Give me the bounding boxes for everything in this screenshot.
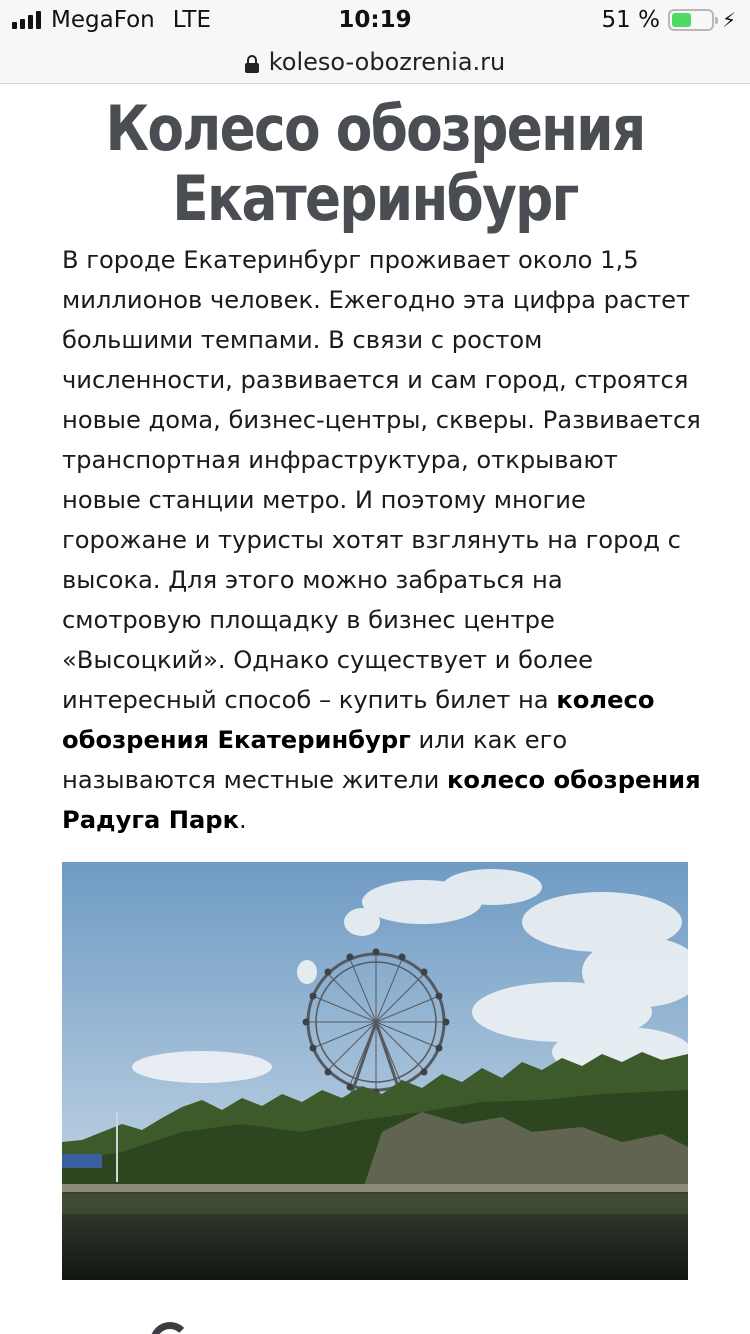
keyword-link: колесо обозрения Екатеринбург — [62, 686, 655, 754]
battery-level — [672, 13, 691, 27]
lock-icon — [245, 55, 259, 73]
status-bar — [0, 0, 750, 40]
charging-icon: ⚡ — [721, 8, 736, 32]
status-right — [602, 7, 736, 33]
keyword-link: колесо обозрения Радуга Парк — [62, 766, 701, 834]
url-domain[interactable]: koleso-obozrenia.ru — [268, 47, 506, 76]
battery-icon — [668, 9, 714, 31]
ferris-wheel-photo — [62, 862, 688, 1280]
next-heading-glyph — [150, 1322, 190, 1334]
article-title: Колесо обозрения Екатеринбург — [105, 92, 645, 235]
clock: 10:19 — [338, 7, 412, 33]
paragraph-text: В городе Екатеринбург проживает около 1,5 миллионов человек. Ежегодно эта цифра растет большими темпами. В связи с ростом численности, развивается и сам город, строятся новые дома, бизнес-центры, скверы. Развивается транспортная инфраструктура, открывают новые станции метро. И поэтому многие горожане и туристы хотят взглянуть на город с высока. Для этого можно забраться на смотровую площадку в бизнес центре «Высоцкий». Однако существует и более интересный способ – купить билет на — [62, 246, 701, 714]
paragraph-text: или как его называются местные жители — [62, 726, 568, 794]
paragraph-text: . — [239, 806, 247, 834]
address-bar[interactable] — [0, 40, 750, 84]
page-content — [0, 84, 750, 1334]
article-paragraph — [62, 240, 702, 840]
battery-percent: 51 % — [601, 7, 660, 33]
carrier-name: MegaFon — [51, 7, 155, 33]
network-type: LTE — [172, 7, 211, 33]
